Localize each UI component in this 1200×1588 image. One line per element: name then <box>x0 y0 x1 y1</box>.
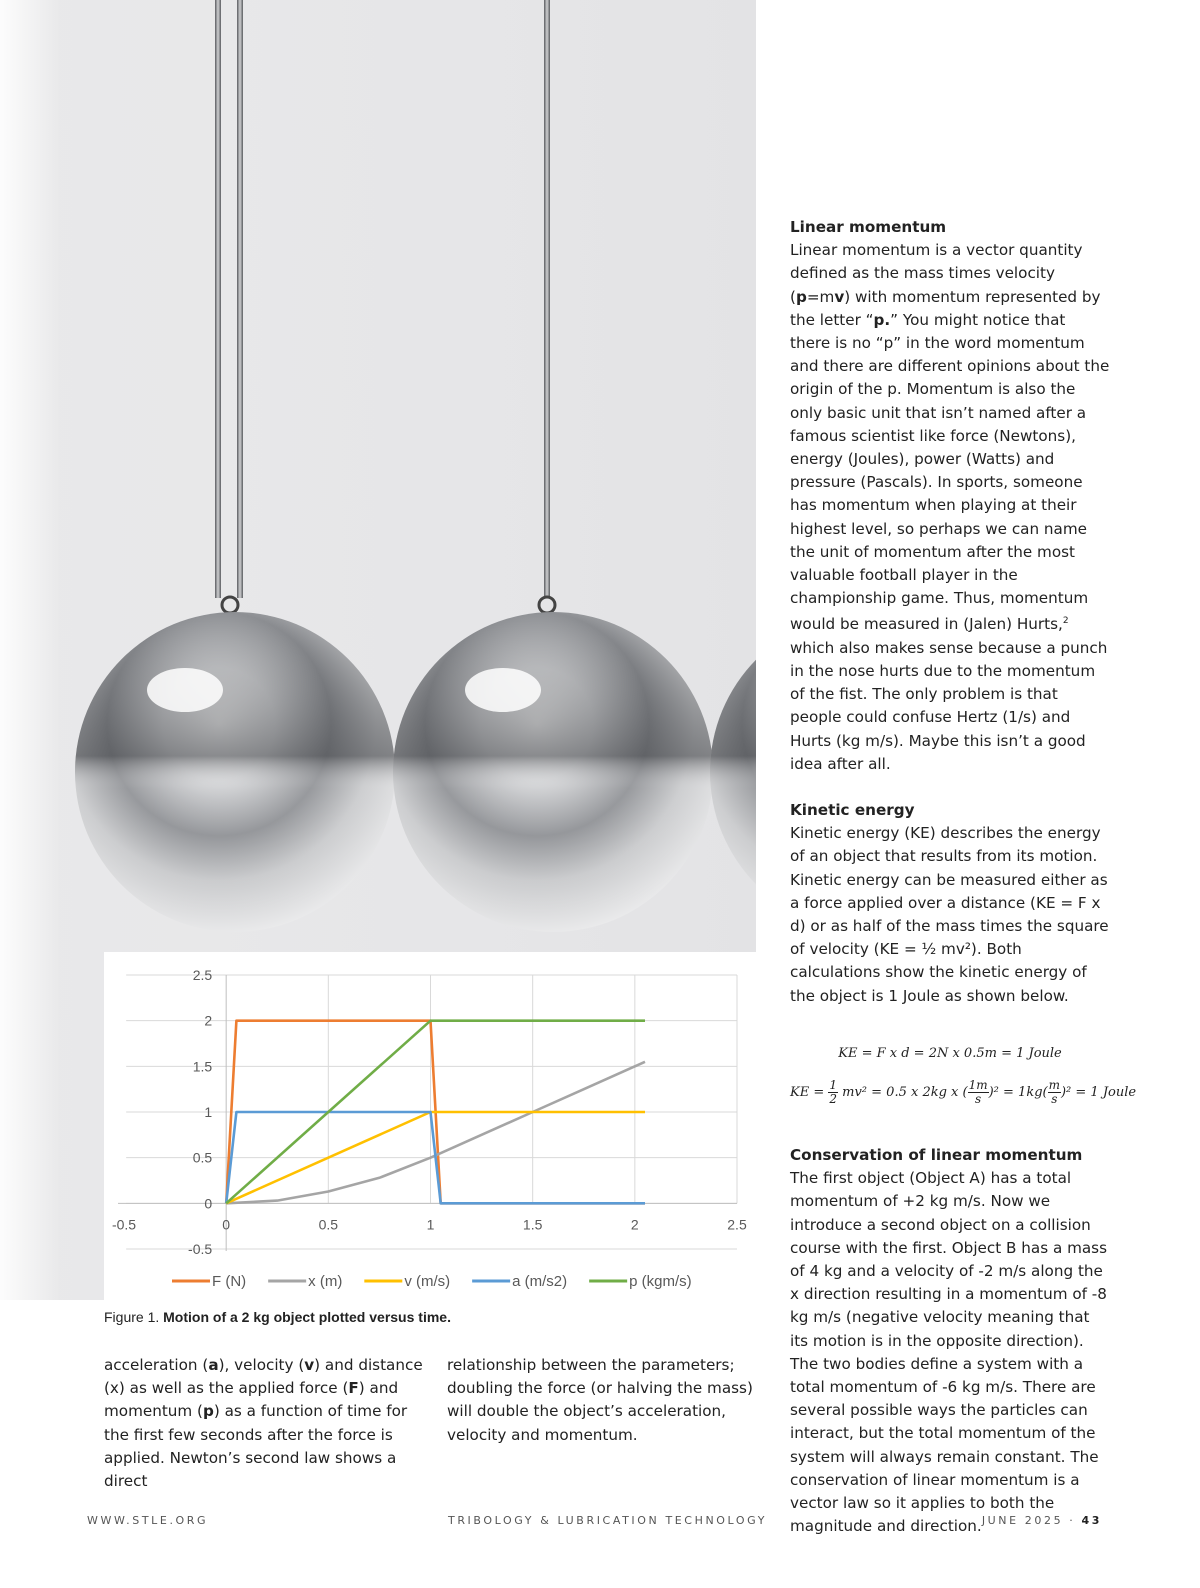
heading-conservation: Conservation of linear momentum <box>790 1145 1083 1164</box>
steel-ball-2-band <box>393 612 713 932</box>
chart-series <box>226 1021 645 1204</box>
y-tick-label: 2.5 <box>192 967 213 983</box>
y-tick-label: 1.5 <box>192 1058 213 1075</box>
footer-publication: TRIBOLOGY & LUBRICATION TECHNOLOGY <box>448 1514 768 1527</box>
page-number: 43 <box>1081 1514 1102 1527</box>
paragraph-motion: acceleration (a), velocity (v) and distance (x) as well as the applied force (F) and momentum (p) as a function of time for the first few seconds after the force is applied. Newton’s second law shows a direct <box>104 1356 423 1491</box>
steel-ball-1-band <box>75 612 395 932</box>
line-chart <box>104 952 756 1300</box>
figure-1-chart <box>104 952 756 1300</box>
paragraph-kinetic-energy: Kinetic energy (KE) describes the energy of an object that results from its motion. Kinetic energy can be measured either as a force applied over a distance (KE = F x d) or as half of the mass times the square of velocity (KE = ½ mv²). Both calculations show the kinetic energy of the object is 1 Joule as shown below. <box>790 824 1109 1005</box>
legend-label: a (m/s2) <box>512 1273 568 1290</box>
rod-2 <box>237 0 243 598</box>
body-column-left <box>104 1354 424 1493</box>
y-tick-label: 1 <box>204 1104 213 1120</box>
footer-date: JUNE 2025 · <box>981 1514 1076 1527</box>
x-tick-label: 0.5 <box>318 1216 339 1233</box>
figure-label: Figure 1. <box>104 1309 164 1325</box>
paragraph-linear-momentum: Linear momentum is a vector quantity defined as the mass times velocity (p=mv) with momentum represented by the letter “p.” You might notice that there is no “p” in the word momentum and there are different opinions about the origin of the p. Momentum is also the only basic unit that isn’t named after a famous scientist like force (Newtons), energy (Joules), power (Watts) and pressure (Pascals). In sports, someone has momentum when playing at their highest level, so perhaps we can name the unit of momentum after the most valuable football player in the championship game. Thus, momentum would be measured in (Jalen) Hurts,$^2$ which also makes sense because a punch in the nose hurts due to the momentum of the fist. The only problem is that people could confuse Hertz (1/s) and Hurts (kg m/s). Maybe this isn’t a good idea after all. <box>790 241 1110 773</box>
paragraph-relationship: relationship between the parameters; doubling the force (or halving the mass) will double the object’s acceleration, velocity and momentum. <box>447 1356 753 1444</box>
x-tick-label: -0.5 <box>111 1216 137 1233</box>
body-column-middle <box>447 1354 762 1447</box>
equation-ke-mass-velocity: KE = $\frac{1}{2}$ mv² = 0.5 x 2kg x ( $\frac{1m}{s}$ )² = 1kg( $\frac{m}{s}$ )² = 1 Joule <box>790 1077 1137 1106</box>
x-tick-labels <box>112 1216 747 1232</box>
legend-label: p (kgm/s) <box>629 1273 692 1290</box>
x-tick-label: 1.5 <box>522 1216 543 1233</box>
body-column-right <box>790 216 1137 1538</box>
hook-2 <box>539 597 555 613</box>
legend-label: v (m/s) <box>404 1273 451 1290</box>
y-tick-label: 0 <box>204 1195 213 1212</box>
x-tick-label: 1 <box>426 1216 435 1233</box>
legend-label: F (N) <box>212 1273 247 1290</box>
heading-linear-momentum: Linear momentum <box>790 218 947 236</box>
y-tick-label: 2 <box>204 1012 213 1029</box>
chart-legend <box>172 1273 692 1290</box>
y-tick-label: 0.5 <box>192 1149 213 1166</box>
ball-1-highlight <box>147 668 223 712</box>
x-tick-label: 2 <box>630 1216 639 1233</box>
x-tick-label: 0 <box>222 1216 231 1233</box>
legend-label: x (m) <box>308 1273 343 1290</box>
ball-2-highlight <box>465 668 541 712</box>
rod-1 <box>215 0 221 598</box>
left-fade <box>0 0 60 1300</box>
x-tick-label: 2.5 <box>727 1216 747 1233</box>
rod-3 <box>544 0 550 598</box>
figure-caption <box>104 1309 756 1325</box>
heading-kinetic-energy: Kinetic energy <box>790 800 915 819</box>
footer-date-page <box>982 1514 1102 1527</box>
steel-ball-3-band <box>710 612 756 932</box>
hook-1 <box>222 597 238 613</box>
figure-caption-text: Motion of a 2 kg object plotted versus time. <box>163 1309 451 1325</box>
footer-website: WWW.STLE.ORG <box>87 1514 209 1527</box>
y-tick-label: -0.5 <box>188 1241 213 1257</box>
paragraph-conservation: The first object (Object A) has a total momentum of +2 kg m/s. Now we introduce a second object on a collision course with the first. Object B has a mass of 4 kg and a velocity of -2 m/s along the x direction resulting in a momentum of -8 kg m/s (negative velocity meaning that its motion is in the opposite direction). The two bodies define a system with a total momentum of -6 kg m/s. There are several possible ways the particles can interact, but the total momentum of the system will always remain constant. The conservation of linear momentum is a vector law so it applies to both the magnitude and direction. <box>790 1169 1108 1536</box>
equation-ke-force-distance: KE = F x d = 2N x 0.5m = 1 Joule <box>838 1045 1062 1061</box>
